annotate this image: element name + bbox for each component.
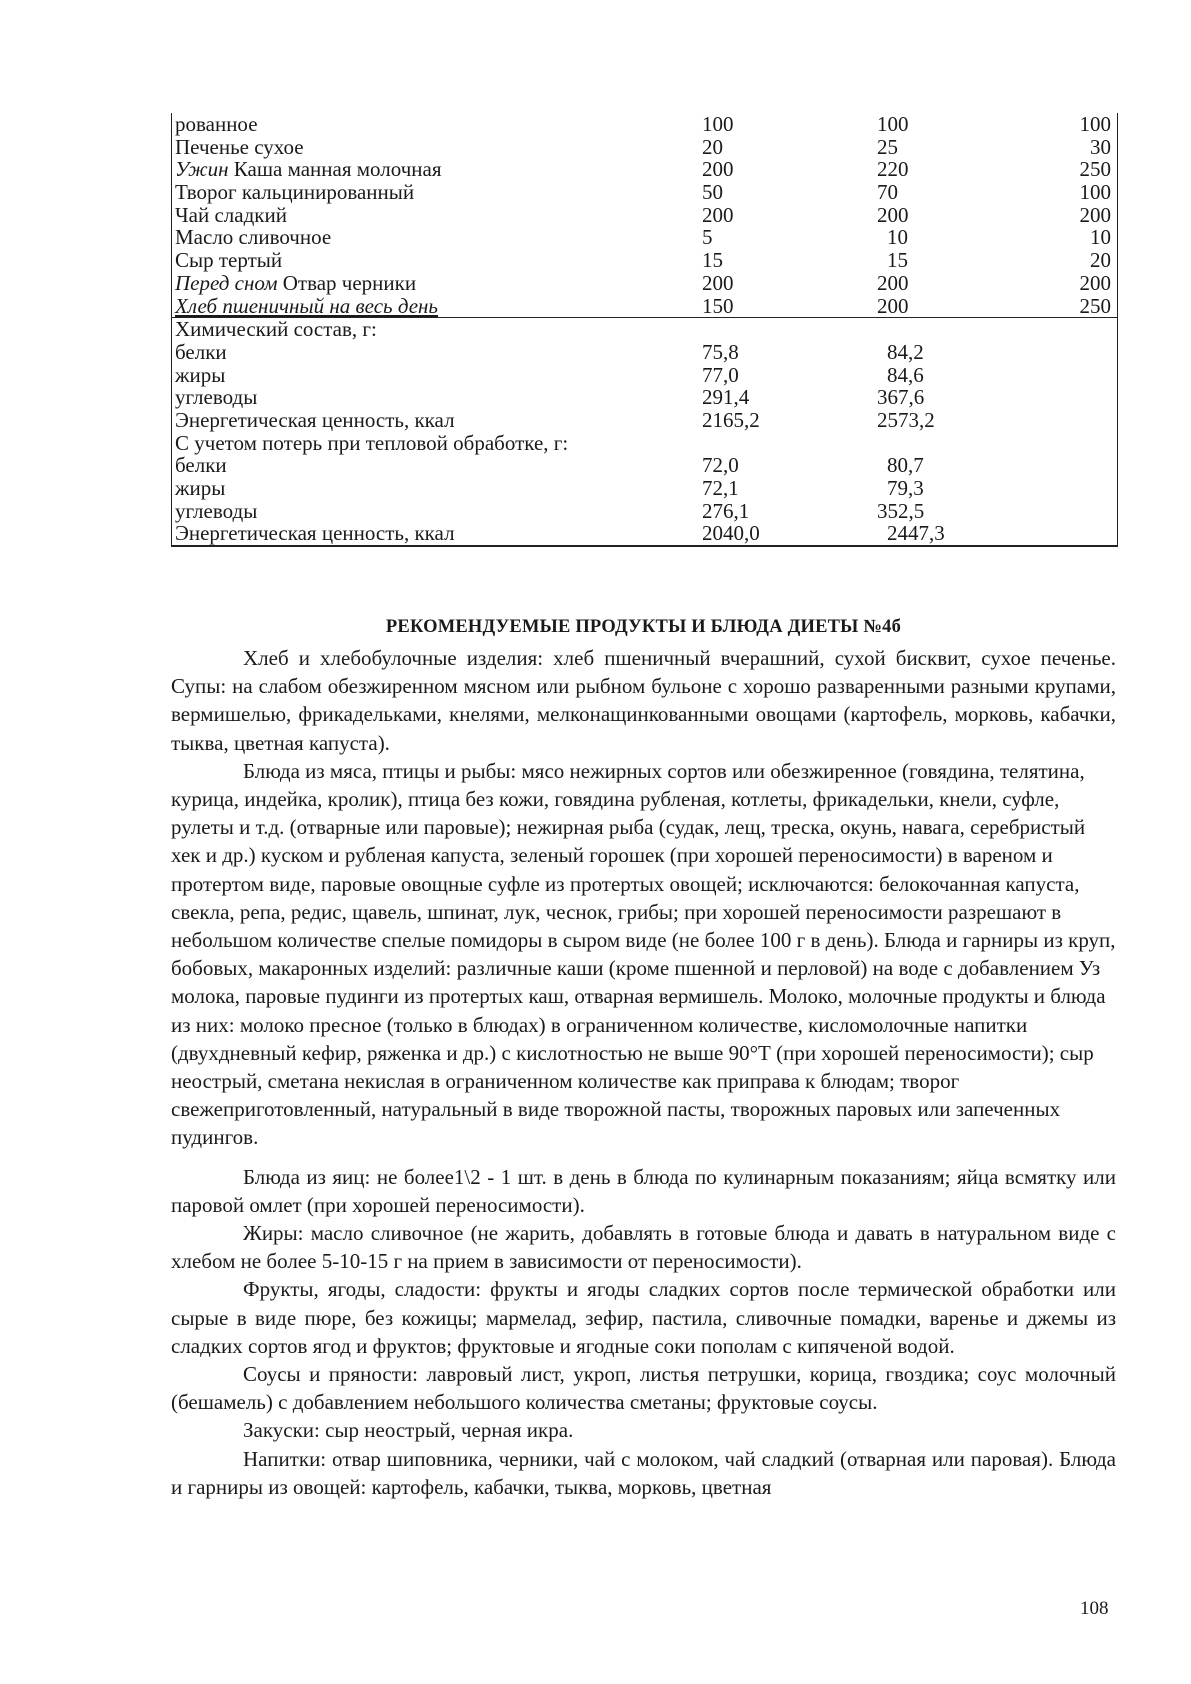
- table-row: [172, 477, 1117, 500]
- value-cell: 10: [1090, 225, 1111, 250]
- paragraph: Соусы и пряности: лавровый лист, укроп, листья петрушки, корица, гвоздика; соус молочный (бешамель) с добавлением небольшого количества сметаны; фруктовые соусы.: [171, 1362, 1116, 1415]
- section-body: [171, 644, 1116, 1501]
- table-row: [172, 272, 1117, 295]
- value-cell: 5: [702, 225, 713, 250]
- table-row: [172, 136, 1117, 159]
- meal-label: Перед сном: [175, 270, 278, 295]
- value-cell: 15: [702, 248, 723, 273]
- value-cell: 10: [887, 225, 908, 250]
- paragraph: Фрукты, ягоды, сладости: фрукты и ягоды сладких сортов после термической обработки или сырые в виде пюре, без кожицы; мармелад, зефир, пастила, сливочные помадки, варенье и джемы из сладких сортов ягод и фруктов; фруктовые и ягодные соки пополам с кипяченой водой.: [171, 1277, 1116, 1358]
- nutrient-label: белки: [175, 339, 227, 364]
- value-cell: 250: [1079, 157, 1111, 182]
- table-row: [172, 295, 1117, 318]
- value-cell: 276,1: [702, 498, 750, 523]
- value-cell: 2573,2: [877, 407, 935, 432]
- nutrient-label: Энергетическая ценность, ккал: [175, 521, 455, 546]
- nutrient-label: Энергетическая ценность, ккал: [175, 407, 455, 432]
- dish-cell: Творог кальцинированный: [175, 180, 415, 205]
- value-cell: 100: [1079, 112, 1111, 136]
- paragraph: Блюда из мяса, птицы и рыбы: мясо нежирных сортов или обезжиренное (говядина, телятина, курица, индейка, кролик), птица без кожи, говядина рубленая, котлеты, фрикадельки, кнели, суфле, рулеты и т.д. (отварные или паровые); нежирная рыба (судак, лещ, треска, окунь, навага, серебристый хек и др.) куском и рубленая капуста, зеленый горошек (при хорошей переносимости) в вареном и протертом виде, паровые овощные суфле из протертых овощей; исключаются: белокочанная капуста, свекла, репа, редис, щавель, шпинат, лук, чеснок, грибы; при хорошей переносимости разрешают в небольшом количестве спелые помидоры в сыром виде (не более 100 г в день). Блюда и гарниры из круп, бобовых, макаронных изделий: различные каши (кроме пшенной и перловой) на воде с добавлением Уз молока, паровые пудинги из протертых каш, отварная вермишель. Молоко, молочные продукты и блюда из них: молоко пресное (только в блюдах) в ограниченном количестве, кисломолочные напитки (двухдневный кефир, ряженка и др.) с кислотностью не выше 90°Т (при хорошей переносимости); сыр неострый, сметана некислая в ограниченном количестве как приправа к блюдам; творог свежеприготовленный, натуральный в виде творожной пасты, творожных паровых или запеченных пудингов.: [171, 758, 1116, 1150]
- value-cell: 2165,2: [702, 407, 760, 432]
- value-cell: 367,6: [877, 385, 925, 410]
- value-cell: 200: [702, 270, 734, 295]
- table-row: [172, 364, 1117, 387]
- table-row: [172, 113, 1117, 136]
- value-cell: 20: [702, 134, 723, 159]
- nutrient-label: жиры: [175, 362, 226, 387]
- table-row: [172, 204, 1117, 227]
- table-row: [172, 181, 1117, 204]
- value-cell: 250: [1079, 293, 1111, 318]
- value-cell: 50: [702, 180, 723, 205]
- value-cell: 2040,0: [702, 521, 760, 546]
- value-cell: 220: [877, 157, 909, 182]
- dish-cell: Масло сливочное: [175, 225, 332, 250]
- table-row: [172, 249, 1117, 272]
- value-cell: 291,4: [702, 385, 750, 410]
- value-cell: 30: [1090, 134, 1111, 159]
- table-row: [172, 318, 1117, 341]
- nutrient-label: жиры: [175, 476, 226, 500]
- value-cell: 200: [877, 293, 909, 318]
- value-cell: 100: [877, 112, 909, 136]
- value-cell: 150: [702, 293, 734, 318]
- diet-menu-table: [171, 113, 1118, 547]
- table-row: [172, 522, 1117, 545]
- table-row: [172, 158, 1117, 181]
- composition-title: С учетом потерь при тепловой обработке, г:: [175, 430, 569, 455]
- table-row: [172, 226, 1117, 249]
- dish-cell: рованное: [175, 112, 258, 136]
- value-cell: 200: [702, 157, 734, 182]
- value-cell: 84,6: [887, 362, 924, 387]
- dish-cell: [175, 295, 438, 318]
- meal-label: Ужин: [175, 157, 229, 182]
- value-cell: 15: [887, 248, 908, 273]
- meal-label: Хлеб пшеничный на весь день: [175, 293, 438, 318]
- value-cell: 80,7: [887, 453, 924, 478]
- paragraph: Блюда из яиц: не более1\2 - 1 шт. в день в блюда по кулинарным показаниям; яйца всмятку или паровой омлет (при хорошей переносимости).: [171, 1164, 1116, 1217]
- dish-cell: Перед сном Отвар черники: [175, 270, 417, 295]
- paragraph: Напитки: отвар шиповника, черники, чай с молоком, чай сладкий (отварная или паровая). Блюда и гарниры из овощей: картофель, кабачки, тыква, морковь, цветная: [171, 1446, 1116, 1499]
- value-cell: 200: [702, 202, 734, 227]
- paragraph: Жиры: масло сливочное (не жарить, добавлять в готовые блюда и давать в натуральном виде с хлебом не более 5-10-15 г на прием в зависимости от переносимости).: [171, 1221, 1116, 1274]
- dish-cell: Чай сладкий: [175, 202, 287, 227]
- value-cell: 25: [877, 134, 898, 159]
- meal-rows-block: [172, 113, 1117, 318]
- table-row: [172, 454, 1117, 477]
- value-cell: 352,5: [877, 498, 925, 523]
- value-cell: 72,0: [702, 453, 739, 478]
- dish-cell: Ужин Каша манная молочная: [175, 157, 442, 182]
- nutrient-label: углеводы: [175, 385, 258, 410]
- table-row: [172, 432, 1117, 455]
- section-heading: РЕКОМЕНДУЕМЫЕ ПРОДУКТЫ И БЛЮДА ДИЕТЫ №4б: [385, 617, 902, 637]
- value-cell: 20: [1090, 248, 1111, 273]
- table-row: [172, 386, 1117, 409]
- value-cell: 79,3: [887, 476, 924, 500]
- table-row: [172, 341, 1117, 364]
- dish-cell: Сыр тертый: [175, 248, 283, 273]
- value-cell: 200: [877, 270, 909, 295]
- value-cell: 100: [702, 112, 734, 136]
- value-cell: 84,2: [887, 339, 924, 364]
- value-cell: 200: [1079, 270, 1111, 295]
- table-row: [172, 409, 1117, 432]
- composition-block: [172, 318, 1117, 547]
- nutrient-label: белки: [175, 453, 227, 478]
- value-cell: 200: [877, 202, 909, 227]
- paragraph: Хлеб и хлебобулочные изделия: хлеб пшеничный вчерашний, сухой бисквит, сухое печенье. Супы: на слабом обезжиренном мясном или рыбном бульоне с хорошо разваренными разными крупами, вермишелью, фрикадельками, кнелями, мелконащинкованными овощами (картофель, морковь, кабачки, тыква, цветная капуста).: [171, 646, 1116, 755]
- paragraph: Закуски: сыр неострый, черная икра.: [243, 1418, 574, 1443]
- value-cell: 200: [1079, 202, 1111, 227]
- value-cell: 70: [877, 180, 898, 205]
- dish-cell: Печенье сухое: [175, 134, 304, 159]
- value-cell: 72,1: [702, 476, 739, 500]
- value-cell: 75,8: [702, 339, 739, 364]
- value-cell: 100: [1079, 180, 1111, 205]
- composition-title: Химический состав, г:: [175, 317, 377, 342]
- value-cell: 2447,3: [887, 521, 945, 546]
- page-number: 108: [1080, 1598, 1109, 1619]
- table-row: [172, 500, 1117, 523]
- value-cell: 77,0: [702, 362, 739, 387]
- nutrient-label: углеводы: [175, 498, 258, 523]
